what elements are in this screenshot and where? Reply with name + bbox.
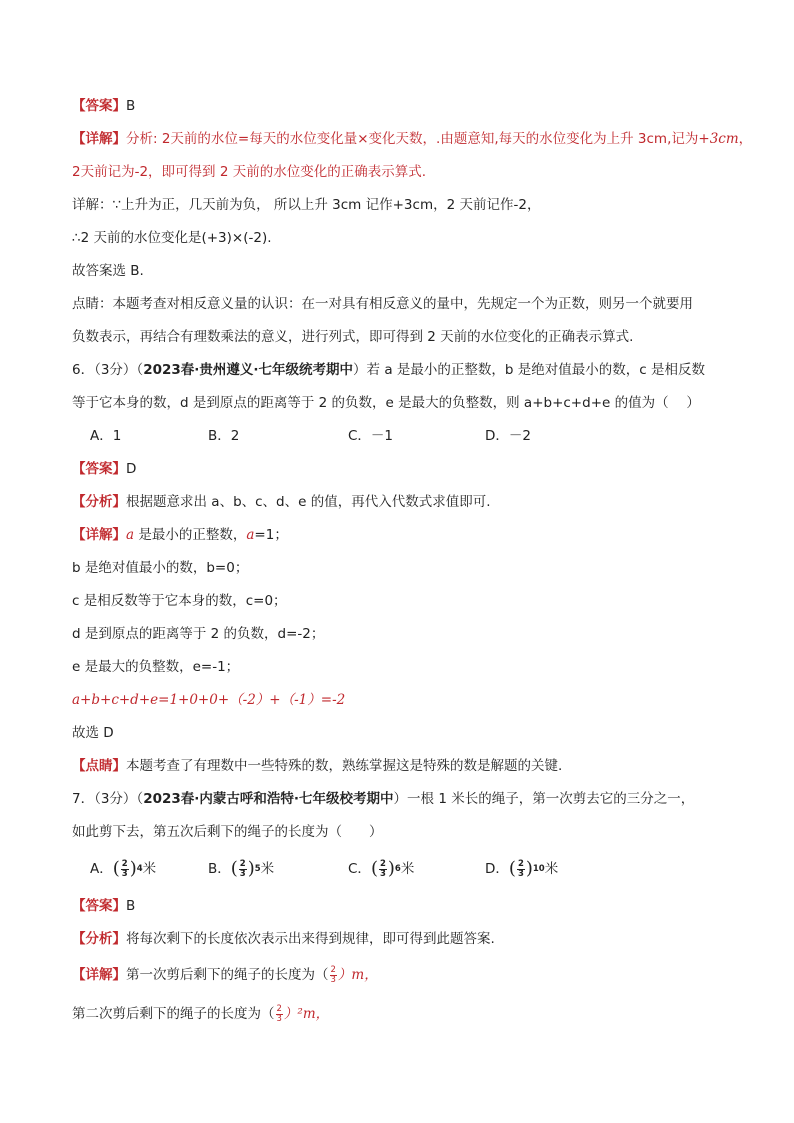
analysis-punct: ， bbox=[738, 131, 753, 147]
q6-analysis-line bbox=[72, 492, 722, 512]
analysis-highlight: +3cm bbox=[698, 131, 739, 147]
detail-tag: 【详解】 bbox=[72, 967, 126, 983]
document-page bbox=[72, 96, 753, 1040]
question-number: 6．（3分）（ bbox=[72, 362, 144, 378]
option-unit: 米 bbox=[260, 861, 275, 877]
analysis-text: 根据题意求出 a、b、c、d、e 的值，再代入代数式求值即可. bbox=[126, 494, 491, 510]
fraction-denominator: 3 bbox=[276, 1013, 282, 1024]
fraction-denominator: 3 bbox=[379, 868, 386, 879]
question-source: 2023春·内蒙古呼和浩特·七年级校考期中 bbox=[143, 791, 394, 807]
q5-analysis-line-2: 2天前记为-2，即可得到 2 天前的水位变化的正确表示算式. bbox=[72, 164, 427, 180]
q6-detail-line-c: c 是相反数等于它本身的数，c=0； bbox=[72, 593, 287, 609]
option-unit: 米 bbox=[142, 861, 157, 877]
option-a bbox=[90, 855, 208, 883]
fraction-numerator: 2 bbox=[121, 858, 128, 869]
answer-tag: 【答案】 bbox=[72, 461, 126, 477]
paren-open: ( bbox=[230, 858, 238, 879]
fraction bbox=[330, 966, 337, 985]
q6-options bbox=[90, 426, 722, 446]
fraction-numerator: 2 bbox=[517, 858, 524, 869]
question-number: 7．（3分）（ bbox=[72, 791, 144, 807]
q6-stem-line-2: 等于它本身的数，d 是到原点的距离等于 2 的负数，e 是最大的负整数，则 a+b+c+d+e 的值为（ ） bbox=[72, 395, 700, 411]
detail-tag: 【详解】 bbox=[72, 131, 126, 147]
detail-unit: ）²m， bbox=[283, 1006, 330, 1022]
comment-text: 本题考查了有理数中一些特殊的数，熟练掌握这是特殊的数是解题的关键. bbox=[126, 758, 563, 774]
exponent: 5 bbox=[254, 864, 261, 874]
answer-value: B bbox=[126, 898, 136, 914]
fraction-denominator: 3 bbox=[121, 868, 128, 879]
q6-comment-line bbox=[72, 756, 722, 776]
q6-detail-line-a bbox=[72, 525, 722, 545]
fraction-numerator: 2 bbox=[276, 1003, 282, 1014]
fraction-numerator: 2 bbox=[239, 858, 246, 869]
q6-conclusion: 故选 D bbox=[72, 725, 114, 741]
analysis-tag: 【分析】 bbox=[72, 931, 126, 947]
option-b: B．2 bbox=[208, 428, 240, 444]
fraction-numerator: 2 bbox=[379, 858, 386, 869]
q7-stem-line-1 bbox=[72, 789, 722, 809]
fraction-denominator: 3 bbox=[239, 868, 246, 879]
question-text: ）若 a 是最小的正整数，b 是绝对值最小的数，c 是相反数 bbox=[353, 362, 705, 378]
variable-a: a bbox=[126, 527, 135, 543]
detail-tag: 【详解】 bbox=[72, 527, 126, 543]
option-letter: D． bbox=[485, 861, 509, 877]
exponent: 10 bbox=[532, 864, 545, 874]
answer-value: B bbox=[126, 98, 136, 114]
fraction-denominator: 3 bbox=[330, 974, 336, 985]
q7-answer-line bbox=[72, 896, 722, 916]
detail-text: 第一次剪后剩下的绳子的长度为（ bbox=[126, 967, 329, 983]
fraction-numerator: 2 bbox=[330, 964, 336, 975]
detail-unit: ）m， bbox=[337, 967, 378, 983]
q7-options bbox=[90, 855, 722, 883]
q5-detail-line-4: ∴2 天前的水位变化是(+3)×(-2). bbox=[72, 230, 272, 246]
exponent: 6 bbox=[394, 864, 401, 874]
option-b bbox=[208, 855, 348, 883]
fraction-denominator: 3 bbox=[517, 868, 524, 879]
option-unit: 米 bbox=[400, 861, 415, 877]
detail-text: 第二次剪后剩下的绳子的长度为（ bbox=[72, 1006, 275, 1022]
fraction bbox=[517, 860, 525, 879]
paren-open: ( bbox=[112, 858, 120, 879]
variable-a: a bbox=[246, 527, 255, 543]
q5-conclusion: 故答案选 B. bbox=[72, 263, 144, 279]
paren-close: ) bbox=[387, 858, 395, 879]
fraction bbox=[121, 860, 129, 879]
analysis-text: 将每次剩下的长度依次表示出来得到规律，即可得到此题答案. bbox=[126, 931, 495, 947]
q6-answer-line bbox=[72, 459, 722, 479]
answer-tag: 【答案】 bbox=[72, 898, 126, 914]
question-text: ）一根 1 米长的绳子，第一次剪去它的三分之一， bbox=[393, 791, 695, 807]
q7-analysis-line bbox=[72, 929, 722, 949]
analysis-text: 分析: 2天前的水位=每天的水位变化量×变化天数，.由题意知,每天的水位变化为上升 3cm,记为 bbox=[126, 131, 699, 147]
option-unit: 米 bbox=[544, 861, 559, 877]
q6-stem-line-1 bbox=[72, 360, 722, 380]
option-a: A．1 bbox=[90, 428, 122, 444]
option-letter: B． bbox=[208, 861, 231, 877]
option-c bbox=[348, 855, 485, 883]
option-d bbox=[485, 855, 558, 883]
q5-answer-line bbox=[72, 96, 722, 116]
paren-open: ( bbox=[508, 858, 516, 879]
q5-comment-line-2: 负数表示，再结合有理数乘法的意义，进行列式，即可得到 2 天前的水位变化的正确表示算式. bbox=[72, 329, 634, 345]
q7-detail-line-2 bbox=[72, 1001, 722, 1027]
q6-detail-line-e: e 是最大的负整数，e=-1； bbox=[72, 659, 240, 675]
q7-stem-line-2: 如此剪下去，第五次后剩下的绳子的长度为（ ） bbox=[72, 824, 383, 840]
option-letter: A． bbox=[90, 861, 113, 877]
q5-comment-line-1: 点睛：本题考查对相反意义量的认识：在一对具有相反意义的量中，先规定一个为正数，则另一个就要用 bbox=[72, 296, 693, 312]
question-source: 2023春·贵州遵义·七年级统考期中 bbox=[143, 362, 354, 378]
q7-detail-line-1 bbox=[72, 962, 722, 988]
option-d: D．－2 bbox=[485, 428, 531, 444]
q6-detail-line-d: d 是到原点的距离等于 2 的负数，d=-2； bbox=[72, 626, 325, 642]
option-letter: C． bbox=[348, 861, 371, 877]
detail-text: =1； bbox=[254, 527, 288, 543]
q6-sum-line: a+b+c+d+e=1+0+0+（-2）+（-1）=-2 bbox=[72, 692, 346, 708]
answer-value: D bbox=[126, 461, 137, 477]
comment-tag: 【点睛】 bbox=[72, 758, 126, 774]
paren-close: ) bbox=[129, 858, 137, 879]
exponent: 4 bbox=[136, 864, 143, 874]
fraction bbox=[239, 860, 247, 879]
q5-detail-line-1 bbox=[72, 129, 753, 149]
q6-detail-line-b: b 是绝对值最小的数，b=0； bbox=[72, 560, 249, 576]
q5-detail-line-3: 详解：∵上升为正，几天前为负， 所以上升 3cm 记作+3cm，2 天前记作-2， bbox=[72, 197, 541, 213]
option-c: C．－1 bbox=[348, 428, 394, 444]
paren-close: ) bbox=[247, 858, 255, 879]
paren-open: ( bbox=[370, 858, 378, 879]
fraction bbox=[276, 1005, 283, 1024]
analysis-tag: 【分析】 bbox=[72, 494, 126, 510]
answer-tag: 【答案】 bbox=[72, 98, 126, 114]
fraction bbox=[379, 860, 387, 879]
detail-text: 是最小的正整数， bbox=[134, 527, 247, 543]
paren-close: ) bbox=[525, 858, 533, 879]
